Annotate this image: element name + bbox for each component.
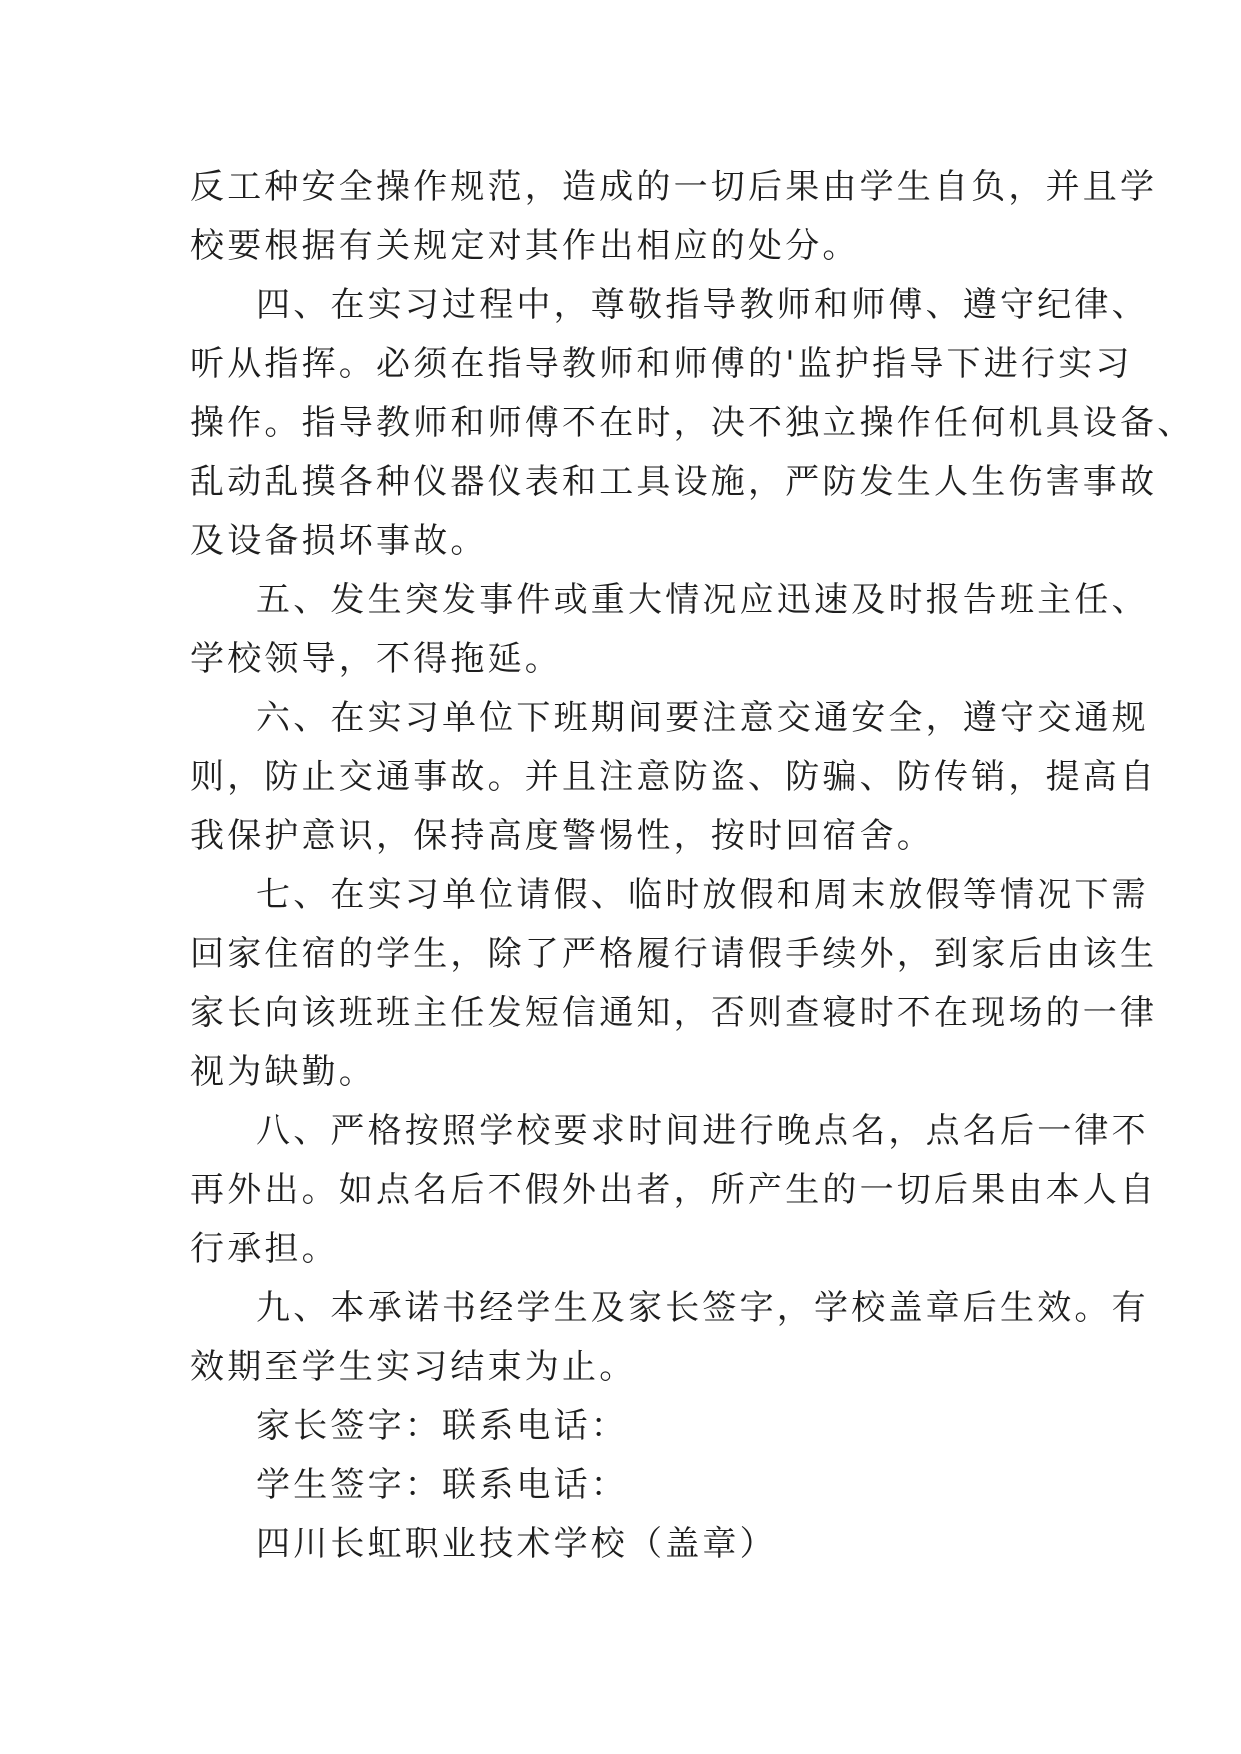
paragraph-line: 及设备损坏事故。 (190, 521, 488, 561)
student-signature-line: 学生签字：联系电话： (256, 1465, 628, 1505)
clause-seven-line: 七、在实习单位请假、临时放假和周末放假等情况下需 (256, 875, 1149, 915)
clause-four-line: 四、在实习过程中，尊敬指导教师和师傅、遵守纪律、 (256, 285, 1149, 325)
paragraph-line: 校要根据有关规定对其作出相应的处分。 (190, 226, 860, 266)
parent-signature-line: 家长签字：联系电话： (256, 1406, 628, 1446)
paragraph-line: 回家住宿的学生，除了严格履行请假手续外，到家后由该生 (190, 934, 1158, 974)
document-body (190, 158, 1195, 1574)
paragraph-line: 视为缺勤。 (190, 1052, 376, 1092)
paragraph-line: 我保护意识，保持高度警惕性，按时回宿舍。 (190, 816, 934, 856)
paragraph-line: 效期至学生实习结束为止。 (190, 1347, 637, 1387)
clause-five-line: 五、发生突发事件或重大情况应迅速及时报告班主任、 (256, 580, 1149, 620)
clause-nine-line: 九、本承诺书经学生及家长签字，学校盖章后生效。有 (256, 1288, 1149, 1328)
paragraph-line: 反工种安全操作规范，造成的一切后果由学生自负，并且学 (190, 167, 1158, 207)
paragraph-line: 再外出。如点名后不假外出者，所产生的一切后果由本人自 (190, 1170, 1158, 1210)
paragraph-line: 家长向该班班主任发短信通知，否则查寝时不在现场的一律 (190, 993, 1158, 1033)
paragraph-line: 则，防止交通事故。并且注意防盗、防骗、防传销，提高自 (190, 757, 1158, 797)
paragraph-line: 乱动乱摸各种仪器仪表和工具设施，严防发生人生伤害事故 (190, 462, 1158, 502)
paragraph-line: 行承担。 (190, 1229, 339, 1269)
clause-eight-line: 八、严格按照学校要求时间进行晚点名，点名后一律不 (256, 1111, 1149, 1151)
paragraph-line: 听从指挥。必须在指导教师和师傅的'监护指导下进行实习 (190, 344, 1133, 384)
clause-six-line: 六、在实习单位下班期间要注意交通安全，遵守交通规 (256, 698, 1149, 738)
paragraph-line: 操作。指导教师和师傅不在时，决不独立操作任何机具设备、 (190, 403, 1195, 443)
paragraph-line: 学校领导，不得拖延。 (190, 639, 562, 679)
school-seal-line: 四川长虹职业技术学校（盖章） (256, 1524, 777, 1564)
